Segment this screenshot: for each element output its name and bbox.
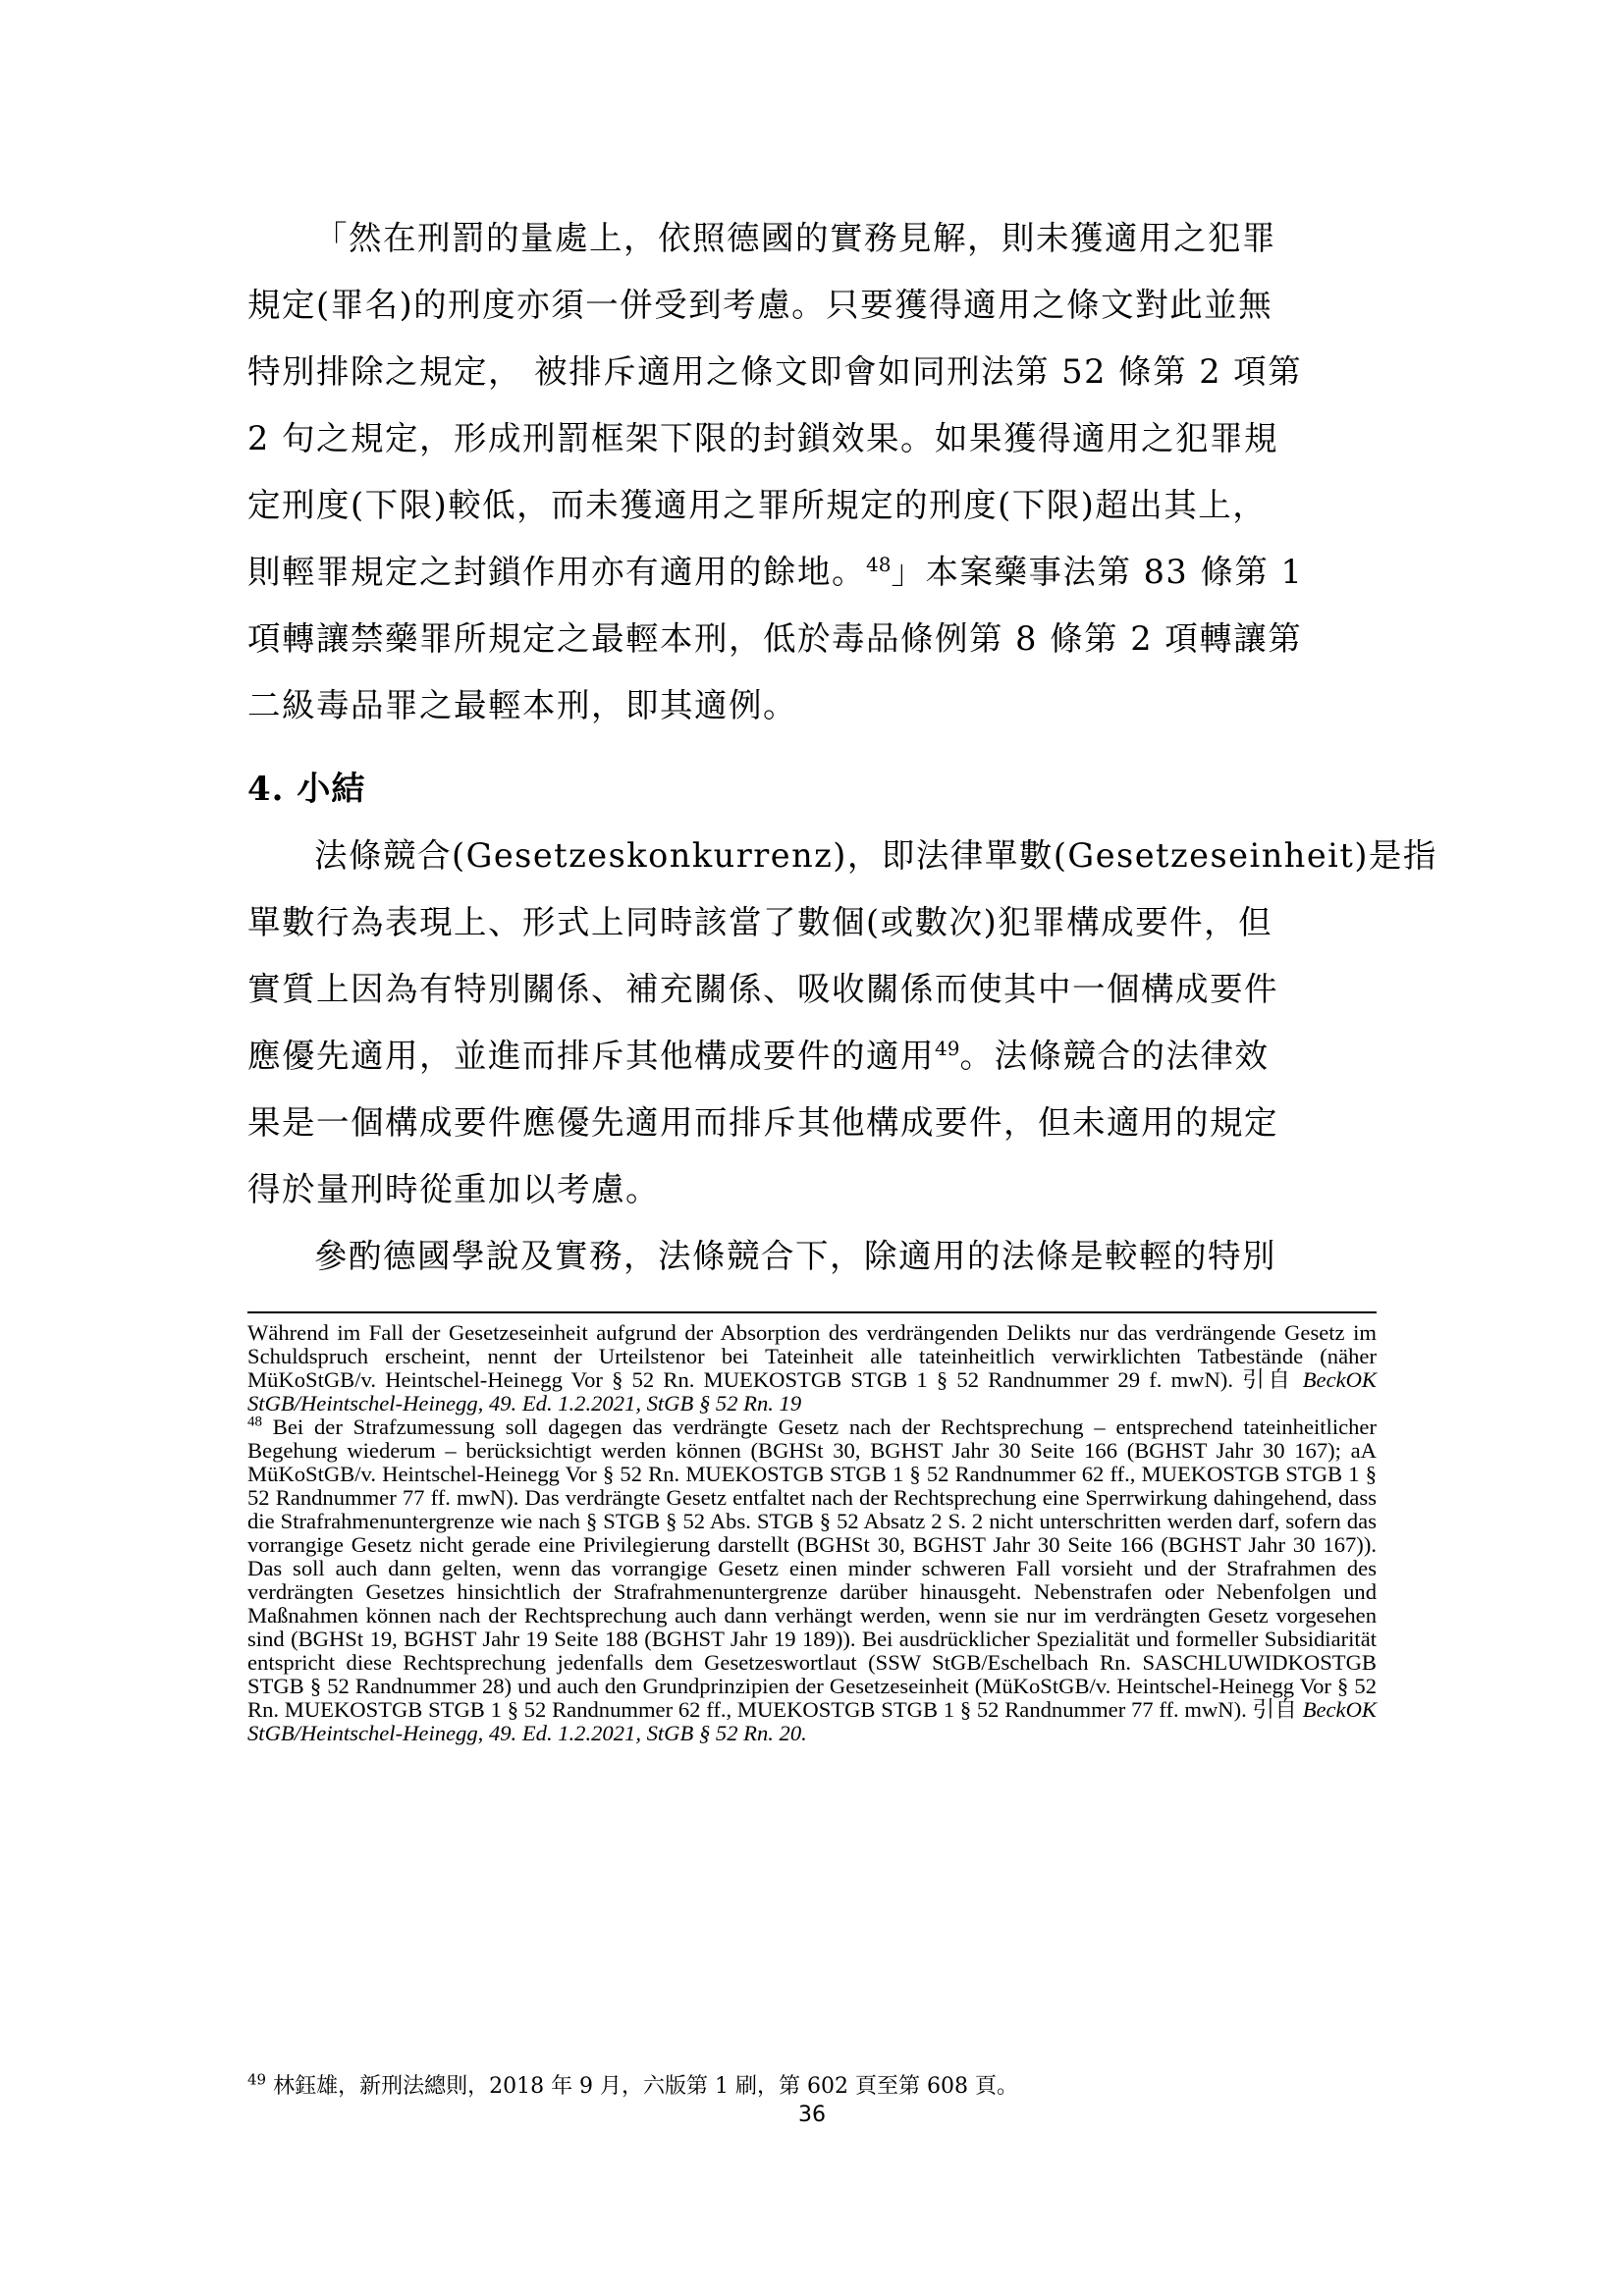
footnote-number: 48 [247, 1414, 262, 1430]
footnote-text: Bei der Strafzumessung soll dagegen das verdrängte Gesetz nach der Rechtsprechung – entsprechend tateinheitlicher Begehung wiederum – berücksichtigt werden können (BGHSt 30, BGHST Jahr 30 Seite 166 (BGHST Jahr 30 167); aA MüKoStGB/v. Heintschel-Heinegg Vor § 52 Rn. MUEKOSTGB STGB 1 § 52 Randnummer 62 ff., MUEKOSTGB STGB 1 § 52 Randnummer 77 ff. mwN). Das verdrängte Gesetz entfaltet nach der Rechtsprechung eine Sperrwirkung dahingehend, dass die Strafrahmenuntergrenze wie nach § STGB § 52 Abs. STGB § 52 Absatz 2 S. 2 nicht unterschritten werden darf, sofern das vorrangige Gesetz nicht gerade eine Privilegierung darstellt (BGHSt 30, BGHST Jahr 30 Seite 166 (BGHST Jahr 30 167)). Das soll auch dann gelten, wenn das vorrangige Gesetz einen minder schweren Fall vorsieht und der Strafrahmen des verdrängten Gesetzes hinsichtlich der Strafrahmenuntergrenze darüber hinausgeht. Nebenstrafen oder Nebenfolgen und Maßnahmen können nach der Rechtsprechung auch dann verhängt werden, wenn sie nur im verdrängten Gesetz vorgesehen sind (BGHSt 19, BGHST Jahr 19 Seite 188 (BGHST Jahr 19 189)). Bei ausdrücklicher Spezialität und formeller Subsidiarität entspricht diese Rechtsprechung jedenfalls dem Gesetzeswortlaut (SSW StGB/Eschelbach Rn. SASCHLUWIDKOSTGB STGB § 52 Randnummer 28) und auch den Grundprinzipien der Gesetzeseinheit (MüKoStGB/v. Heintschel-Heinegg Vor § 52 Rn. MUEKOSTGB STGB 1 § 52 Randnummer 62 ff., MUEKOSTGB STGB 1 § 52 Randnummer 77 ff. mwN). [247, 1415, 1377, 1722]
text-line: 法條競合(Gesetzeskonkurrenz)，即法律單數(Gesetzeseinheit)是指 [314, 836, 1437, 875]
text-line: 「然在刑罰的量處上，依照德國的實務見解，則未獲適用之犯罪 [314, 219, 1276, 257]
text-line [247, 539, 1377, 606]
text-segment: 。法條競合的法律效 [959, 1037, 1270, 1075]
footnote-ref-48[interactable]: 48 [866, 552, 892, 576]
section-heading: 4. 小結 [247, 770, 366, 809]
footnote-text: 林鈺雄，新刑法總則，2018 年 9 月，六版第 1 刷，第 602 頁至第 608 頁。 [266, 2074, 1018, 2099]
text-line: 2 句之規定，形成刑罰框架下限的封鎖效果。如果獲得適用之犯罪規 [247, 419, 1278, 457]
text-line: 定刑度(下限)較低，而未獲適用之罪所規定的刑度(下限)超出其上， [247, 486, 1268, 524]
footnote-49 [247, 2070, 1377, 2101]
citation: BeckOK StGB/Heintschel-Heinegg, 49. Ed. 1.2.2021, StGB § 52 Rn. 19 [247, 1367, 1378, 1415]
text-line: 參酌德國學說及實務，法條競合下，除適用的法條是較輕的特別 [314, 1237, 1276, 1275]
text-line: 果是一個構成要件應優先適用而排斥其他構成要件，但未適用的規定 [247, 1103, 1278, 1142]
text-line [247, 1023, 1377, 1090]
footnote-separator [247, 1311, 1377, 1313]
text-line: 單數行為表現上、形式上同時該當了數個(或數次)犯罪構成要件，但 [247, 903, 1273, 941]
citation: BeckOK StGB/Heintschel-Heinegg, 49. Ed. 1.2.2021, StGB § 52 Rn. 20. [247, 1697, 1377, 1745]
text-line: 規定(罪名)的刑度亦須一併受到考慮。只要獲得適用之條文對此並無 [247, 286, 1273, 324]
paragraph-summary [247, 823, 1437, 1223]
text-line: 二級毒品罪之最輕本刑，即其適例。 [247, 686, 797, 724]
close-quote: 」 [891, 553, 926, 591]
page-number: 36 [798, 2103, 826, 2127]
text-line: 特別排除之規定， 被排斥適用之條文即會如同刑法第 52 條第 2 項第 [247, 352, 1303, 391]
text-line: 項轉讓禁藥罪所規定之最輕本刑，低於毒品條例第 8 條第 2 項轉讓第 [247, 619, 1303, 658]
paragraph-continuation [247, 1223, 1377, 1290]
text-segment: 則輕罪規定之封鎖作用亦有適用的餘地。 [247, 553, 866, 591]
text-segment: 應優先適用，並進而排斥其他構成要件的適用 [247, 1037, 935, 1075]
citation-prefix: 引自 [1252, 1697, 1303, 1722]
text-line: 得於量刑時從重加以考慮。 [247, 1170, 660, 1208]
text-segment: 本案藥事法第 83 條第 1 [925, 553, 1304, 591]
footnotes-area [247, 1321, 1377, 1745]
footnote-text: Während im Fall der Gesetzeseinheit aufgrund der Absorption des verdrängenden Delikts nur das verdrängende Gesetz im Schuldspruch erscheint, nennt der Urteilstenor bei Tateinheit alle tateinheitlich verwirklichten Tatbestände (näher MüKoStGB/v. Heintschel-Heinegg Vor § 52 Rn. MUEKOSTGB STGB 1 § 52 Randnummer 29 f. mwN). [247, 1320, 1377, 1392]
footnote-47-continuation [247, 1321, 1377, 1415]
paragraph-quotation [247, 205, 1377, 739]
footnote-number: 49 [247, 2070, 267, 2089]
citation-prefix: 引自 [1242, 1367, 1303, 1392]
footnote-48 [247, 1415, 1377, 1745]
footnote-ref-49[interactable]: 49 [935, 1036, 960, 1060]
text-line: 實質上因為有特別關係、補充關係、吸收關係而使其中一個構成要件 [247, 970, 1278, 1008]
